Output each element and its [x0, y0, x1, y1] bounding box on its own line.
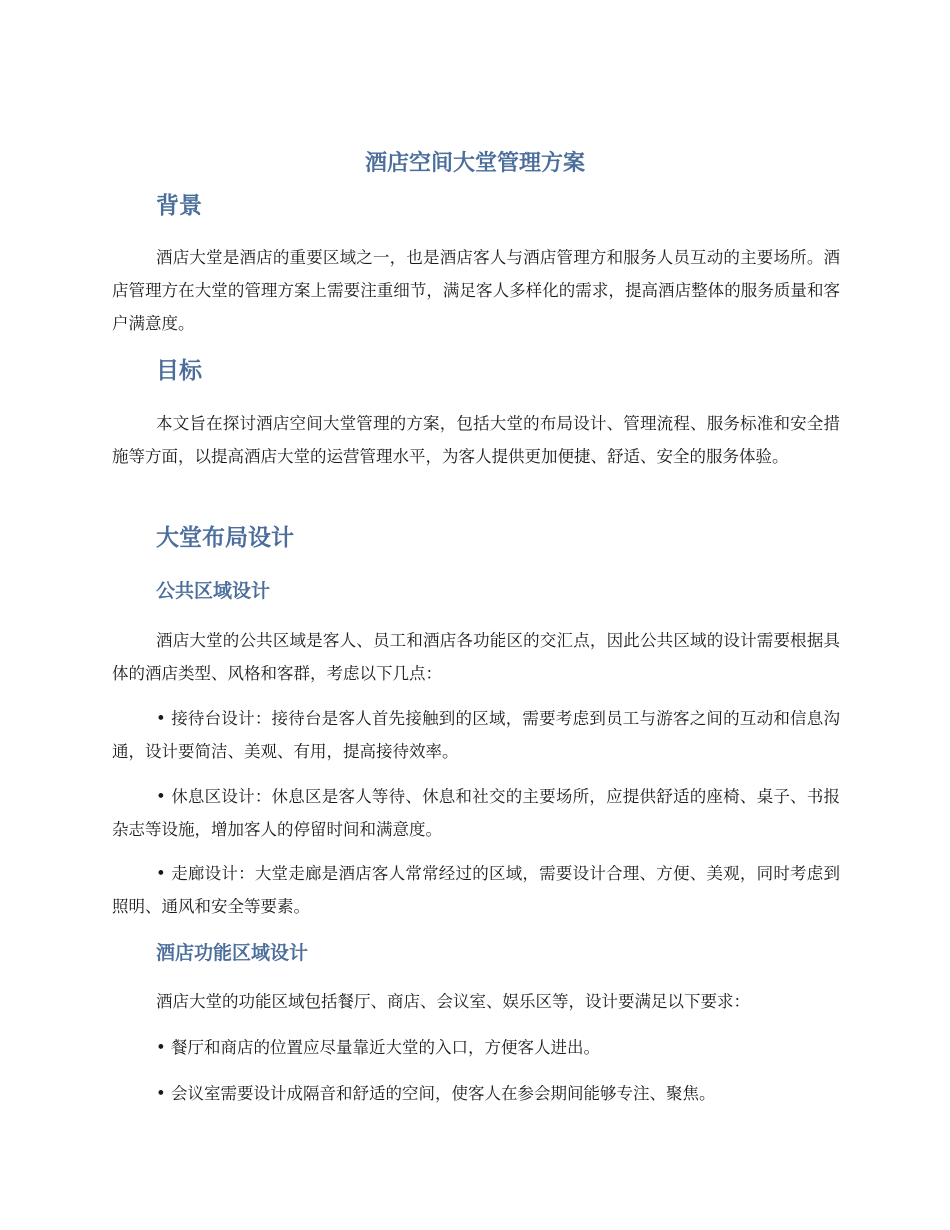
- public-area-item-reception: • 接待台设计：接待台是客人首先接触到的区域，需要考虑到员工与游客之间的互动和信息沟通，设计要简洁、美观、有用，提高接待效率。: [112, 709, 840, 761]
- background-paragraph: 酒店大堂是酒店的重要区域之一，也是酒店客人与酒店管理方和服务人员互动的主要场所。酒店管理方在大堂的管理方案上需要注重细节，满足客人多样化的需求，提高酒店整体的服务质量和客户满意度。: [112, 248, 840, 333]
- section-heading-layout: 大堂布局设计: [156, 525, 294, 551]
- public-area-item-lounge: • 休息区设计：休息区是客人等待、休息和社交的主要场所，应提供舒适的座椅、桌子、书报杂志等设施，增加客人的停留时间和满意度。: [112, 787, 840, 839]
- function-area-item-restaurant: • 餐厅和商店的位置应尽量靠近大堂的入口，方便客人进出。: [156, 1038, 600, 1057]
- function-area-intro: 酒店大堂的功能区域包括餐厅、商店、会议室、娱乐区等，设计要满足以下要求：: [156, 992, 750, 1011]
- section-heading-goal: 目标: [156, 358, 202, 384]
- function-area-item-meeting-room: • 会议室需要设计成隔音和舒适的空间，使客人在参会期间能够专注、聚焦。: [156, 1084, 716, 1103]
- subsection-heading-function-area: 酒店功能区域设计: [156, 942, 309, 964]
- subsection-heading-public-area: 公共区域设计: [156, 580, 271, 602]
- public-area-intro: 酒店大堂的公共区域是客人、员工和酒店各功能区的交汇点，因此公共区域的设计需要根据具体的酒店类型、风格和客群，考虑以下几点：: [112, 631, 840, 683]
- document-title: 酒店空间大堂管理方案: [364, 151, 585, 176]
- section-heading-background: 背景: [156, 193, 202, 219]
- goal-paragraph: 本文旨在探讨酒店空间大堂管理的方案，包括大堂的布局设计、管理流程、服务标准和安全措施等方面，以提高酒店大堂的运营管理水平，为客人提供更加便捷、舒适、安全的服务体验。: [112, 414, 840, 466]
- public-area-item-corridor: • 走廊设计：大堂走廊是酒店客人常常经过的区域，需要设计合理、方便、美观，同时考虑到照明、通风和安全等要素。: [112, 864, 840, 916]
